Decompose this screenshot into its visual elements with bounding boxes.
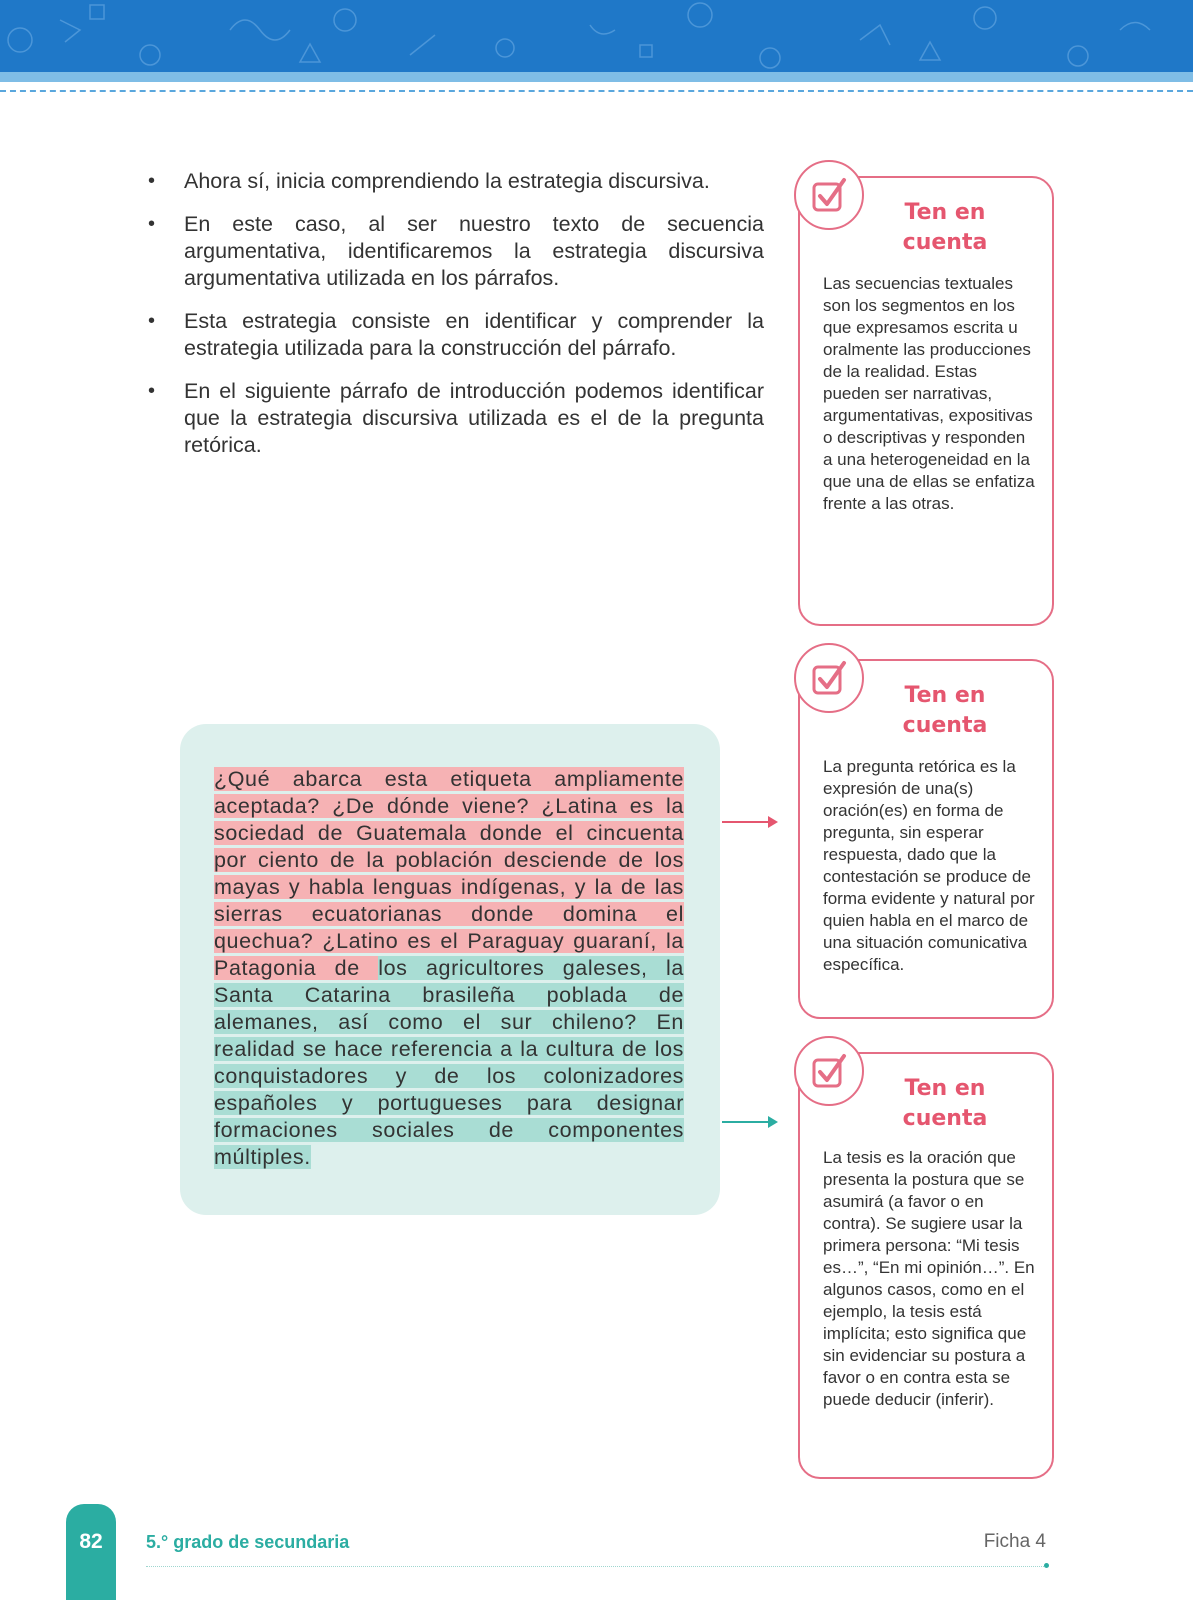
quote-paragraph bbox=[214, 766, 684, 1171]
dashed-divider bbox=[0, 90, 1193, 92]
footer-divider bbox=[146, 1566, 1046, 1567]
note-body: Las secuencias textuales son los segmentos en los que expresamos escrita u oralmente las producciones de la realidad. Estas pueden ser narrativas, argumentativas, expositivas o descriptivas y responden a una heterogeneidad en la que una de ellas se enfatiza frente a las otras. bbox=[823, 274, 1035, 513]
footer-dot bbox=[1044, 1563, 1049, 1568]
bullet-item: • En el siguiente párrafo de introducción podemos identificar que la estrategia discursiva utilizada es el de la pregunta retórica. bbox=[148, 378, 764, 459]
page-number: 82 bbox=[79, 1530, 103, 1553]
checkbox-check-icon bbox=[810, 1052, 850, 1092]
note-title: Ten en cuenta bbox=[902, 1076, 988, 1131]
instruction-bullet-list bbox=[148, 168, 764, 475]
note-title: Ten en cuenta bbox=[902, 200, 988, 255]
ficha-label: Ficha 4 bbox=[983, 1531, 1046, 1552]
bullet-item: • En este caso, al ser nuestro texto de secuencia argumentativa, identificaremos la estrategia discursiva argumentativa utilizada en los párrafos. bbox=[148, 211, 764, 292]
note-body: La tesis es la oración que presenta la postura que se asumirá (a favor o en contra). Se sugiere usar la primera persona: “Mi tesis es…”, “En mi opinión…”. En algunos casos, como en el ejemplo, la tesis está implícita; esto significa que sin evidenciar su postura a favor o en contra esta se puede deducir (inferir). bbox=[823, 1148, 1035, 1409]
note-body: La pregunta retórica es la expresión de una(s) oración(es) en forma de pregunta, sin esperar respuesta, dado que la contestación se produce de forma evidente y natural por quien habla en el marco de una situación comunicativa específica. bbox=[823, 757, 1035, 974]
arrow-to-note-pregunta bbox=[722, 821, 776, 823]
checkbox-check-icon bbox=[810, 659, 850, 699]
top-banner bbox=[0, 0, 1193, 72]
note-badge bbox=[794, 643, 864, 713]
arrow-to-note-tesis bbox=[722, 1121, 776, 1123]
doodle-pattern-decoration bbox=[0, 0, 1193, 72]
top-strip-decoration bbox=[0, 72, 1193, 82]
bullet-item: • Esta estrategia consiste en identificar y comprender la estrategia utilizada para la construcción del párrafo. bbox=[148, 308, 764, 362]
bullet-item: • Ahora sí, inicia comprendiendo la estrategia discursiva. bbox=[148, 168, 764, 195]
rhetorical-question-highlight: ¿Qué abarca esta etiqueta ampliamente aceptada? ¿De dónde viene? ¿Latina es la sociedad de Guatemala donde el cincuenta por ciento de la población desciende de los mayas y habla lenguas indígenas, y la de las sierras ecuatorianas donde domina el quechua? ¿Latino es el Paraguay guaraní, la Patagonia de bbox=[214, 767, 684, 980]
thesis-highlight: los agricultores galeses, la Santa Catarina brasileña poblada de alemanes, así como el sur chileno? En realidad se hace referencia a la cultura de los conquistadores y de los colonizadores españoles y portugueses para designar formaciones sociales de componentes múltiples. bbox=[214, 956, 684, 1169]
note-badge bbox=[794, 1036, 864, 1106]
note-badge bbox=[794, 160, 864, 230]
note-title: Ten en cuenta bbox=[902, 683, 988, 738]
grade-label: 5.° grado de secundaria bbox=[146, 1532, 350, 1552]
checkbox-check-icon bbox=[810, 176, 850, 216]
